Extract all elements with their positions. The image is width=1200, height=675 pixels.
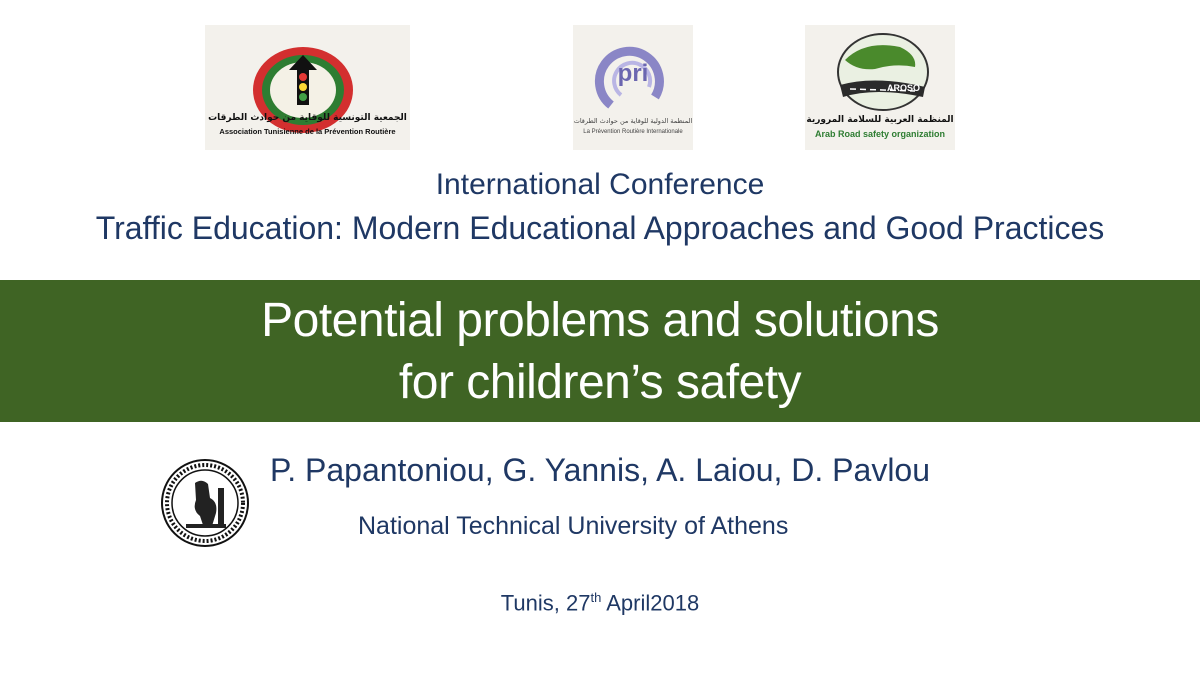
conference-title: Traffic Education: Modern Educational Approaches and Good Practices — [95, 210, 1105, 246]
conference-label: International Conference — [435, 168, 765, 201]
pri-acronym: pri — [617, 60, 649, 87]
atpr-arabic-name: الجمعية التونسية للوقاية من حوادث الطرقات — [208, 113, 407, 123]
aroso-logo — [805, 25, 955, 150]
aroso-english-name: Arab Road safety organization — [814, 129, 946, 139]
pri-logo — [573, 25, 693, 150]
presentation-title — [0, 290, 1200, 414]
aroso-arabic-name: المنظمة العربية للسلامة المرورية — [806, 115, 954, 125]
atpr-french-name: Association Tunisienne de la Prévention Routière — [219, 127, 396, 136]
presentation-title-line2: for children’s safety — [398, 356, 802, 409]
ntua-seal-icon — [160, 458, 250, 548]
presentation-title-line1: Potential problems and solutions — [261, 294, 939, 347]
road-globe-emblem-icon — [805, 25, 955, 115]
authors: P. Papantoniou, G. Yannis, A. Laiou, D. Pavlou — [270, 452, 931, 488]
university: National Technical University of Athens — [358, 512, 789, 540]
pri-arabic-name: المنظمة الدولية للوقاية من حوادث الطرقات — [573, 117, 693, 125]
aroso-acronym: AROSO — [887, 83, 921, 93]
atpr-logo — [205, 25, 410, 150]
date-suffix: April2018 — [601, 590, 700, 616]
pri-french-name: La Prévention Routière Internationale — [583, 129, 683, 135]
date-location — [0, 590, 1200, 616]
date-superscript: th — [590, 590, 602, 605]
date-prefix: Tunis, 27 — [500, 590, 591, 616]
